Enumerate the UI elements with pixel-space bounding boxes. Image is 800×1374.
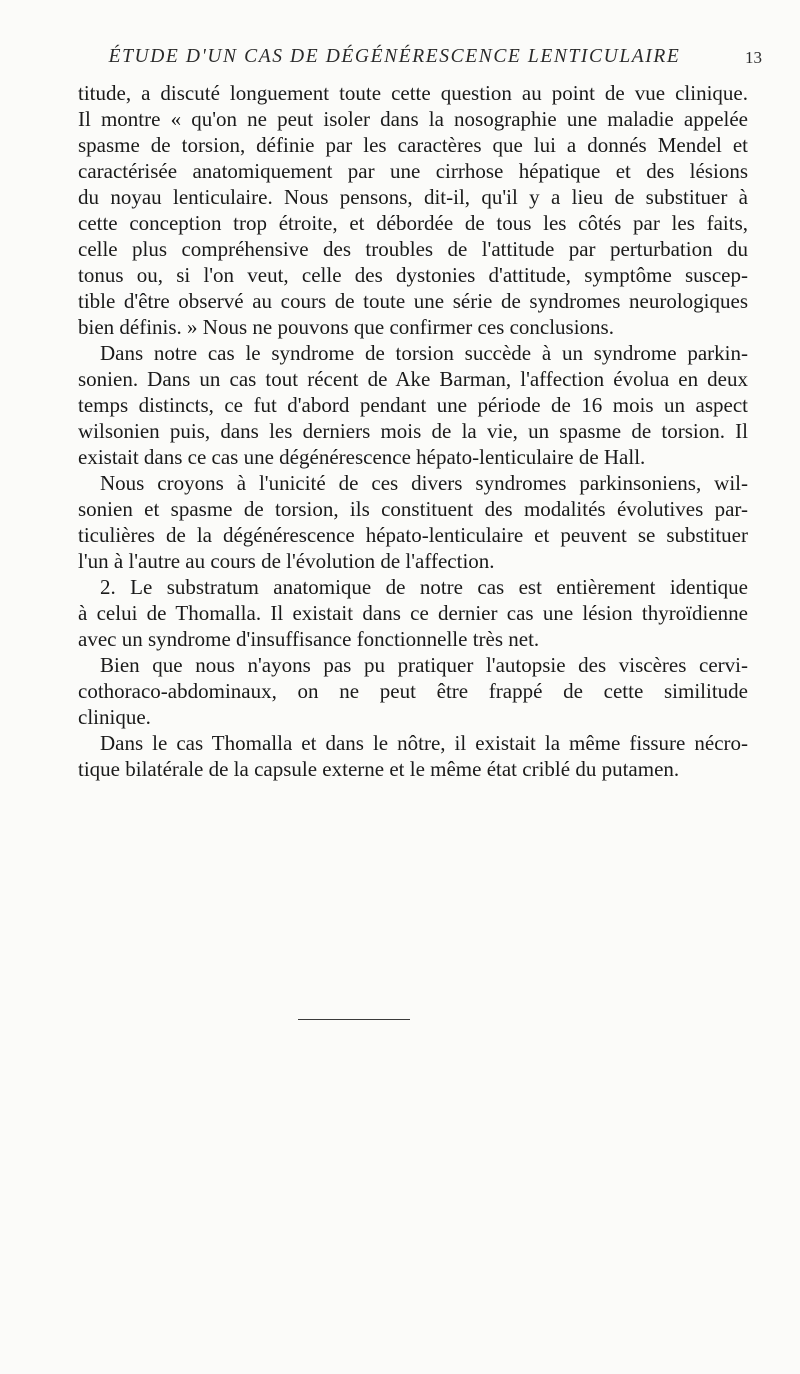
text-line: tique bilatérale de la capsule externe et le même état criblé du putamen.: [78, 757, 680, 781]
text-line: sonien. Dans un cas tout récent de Ake Barman, l'affection évolua en deux: [78, 367, 748, 391]
text-line: bien définis. » Nous ne pouvons que confirmer ces conclusions.: [78, 315, 614, 339]
text-line: à celui de Thomalla. Il existait dans ce dernier cas une lésion thyroïdienne: [78, 601, 748, 625]
text-line: wilsonien puis, dans les derniers mois de la vie, un spasme de torsion. Il: [78, 419, 748, 443]
section-divider: [298, 1019, 410, 1020]
text-line: tonus ou, si l'on veut, celle des dystonies d'attitude, symptôme suscep-: [78, 263, 748, 287]
text-line: 2. Le substratum anatomique de notre cas est entièrement identique: [100, 575, 748, 599]
running-title: ÉTUDE D'UN CAS DE DÉGÉNÉRESCENCE LENTICULAIRE: [108, 46, 681, 67]
text-line: avec un syndrome d'insuffisance fonctionnelle très net.: [78, 627, 540, 651]
text-line: caractérisée anatomiquement par une cirrhose hépatique et des lésions: [78, 159, 748, 183]
text-line: Bien que nous n'ayons pas pu pratiquer l'autopsie des viscères cervi-: [100, 653, 748, 677]
text-line: spasme de torsion, définie par les caractères que lui a donnés Mendel et: [78, 133, 748, 157]
text-line: tible d'être observé au cours de toute une série de syndromes neurologiques: [78, 289, 748, 313]
text-line: Dans le cas Thomalla et dans le nôtre, il existait la même fissure nécro-: [100, 731, 748, 755]
text-line: Nous croyons à l'unicité de ces divers syndromes parkinsoniens, wil-: [100, 471, 748, 495]
text-line: ticulières de la dégénérescence hépato-lenticulaire et peuvent se substituer: [78, 523, 748, 547]
text-line: du noyau lenticulaire. Nous pensons, dit-il, qu'il y a lieu de substituer à: [78, 185, 748, 209]
text-line: cette conception trop étroite, et débordée de tous les côtés par les faits,: [78, 211, 748, 235]
text-line: titude, a discuté longuement toute cette question au point de vue clinique.: [78, 81, 748, 105]
text-line: clinique.: [78, 705, 151, 729]
text-line: existait dans ce cas une dégénérescence hépato-lenticulaire de Hall.: [78, 445, 646, 469]
text-line: sonien et spasme de torsion, ils constituent des modalités évolutives par-: [78, 497, 748, 521]
text-line: cothoraco-abdominaux, on ne peut être frappé de cette similitude: [78, 679, 748, 703]
text-line: Dans notre cas le syndrome de torsion succède à un syndrome parkin-: [100, 341, 748, 365]
text-line: Il montre « qu'on ne peut isoler dans la nosographie une maladie appelée: [78, 107, 748, 131]
running-head: [62, 46, 762, 74]
text-line: l'un à l'autre au cours de l'évolution de l'affection.: [78, 549, 495, 573]
page-number: 13: [745, 48, 762, 67]
body-text: [78, 80, 748, 782]
text-line: celle plus compréhensive des troubles de l'attitude par perturbation du: [78, 237, 748, 261]
text-line: temps distincts, ce fut d'abord pendant une période de 16 mois un aspect: [78, 393, 748, 417]
